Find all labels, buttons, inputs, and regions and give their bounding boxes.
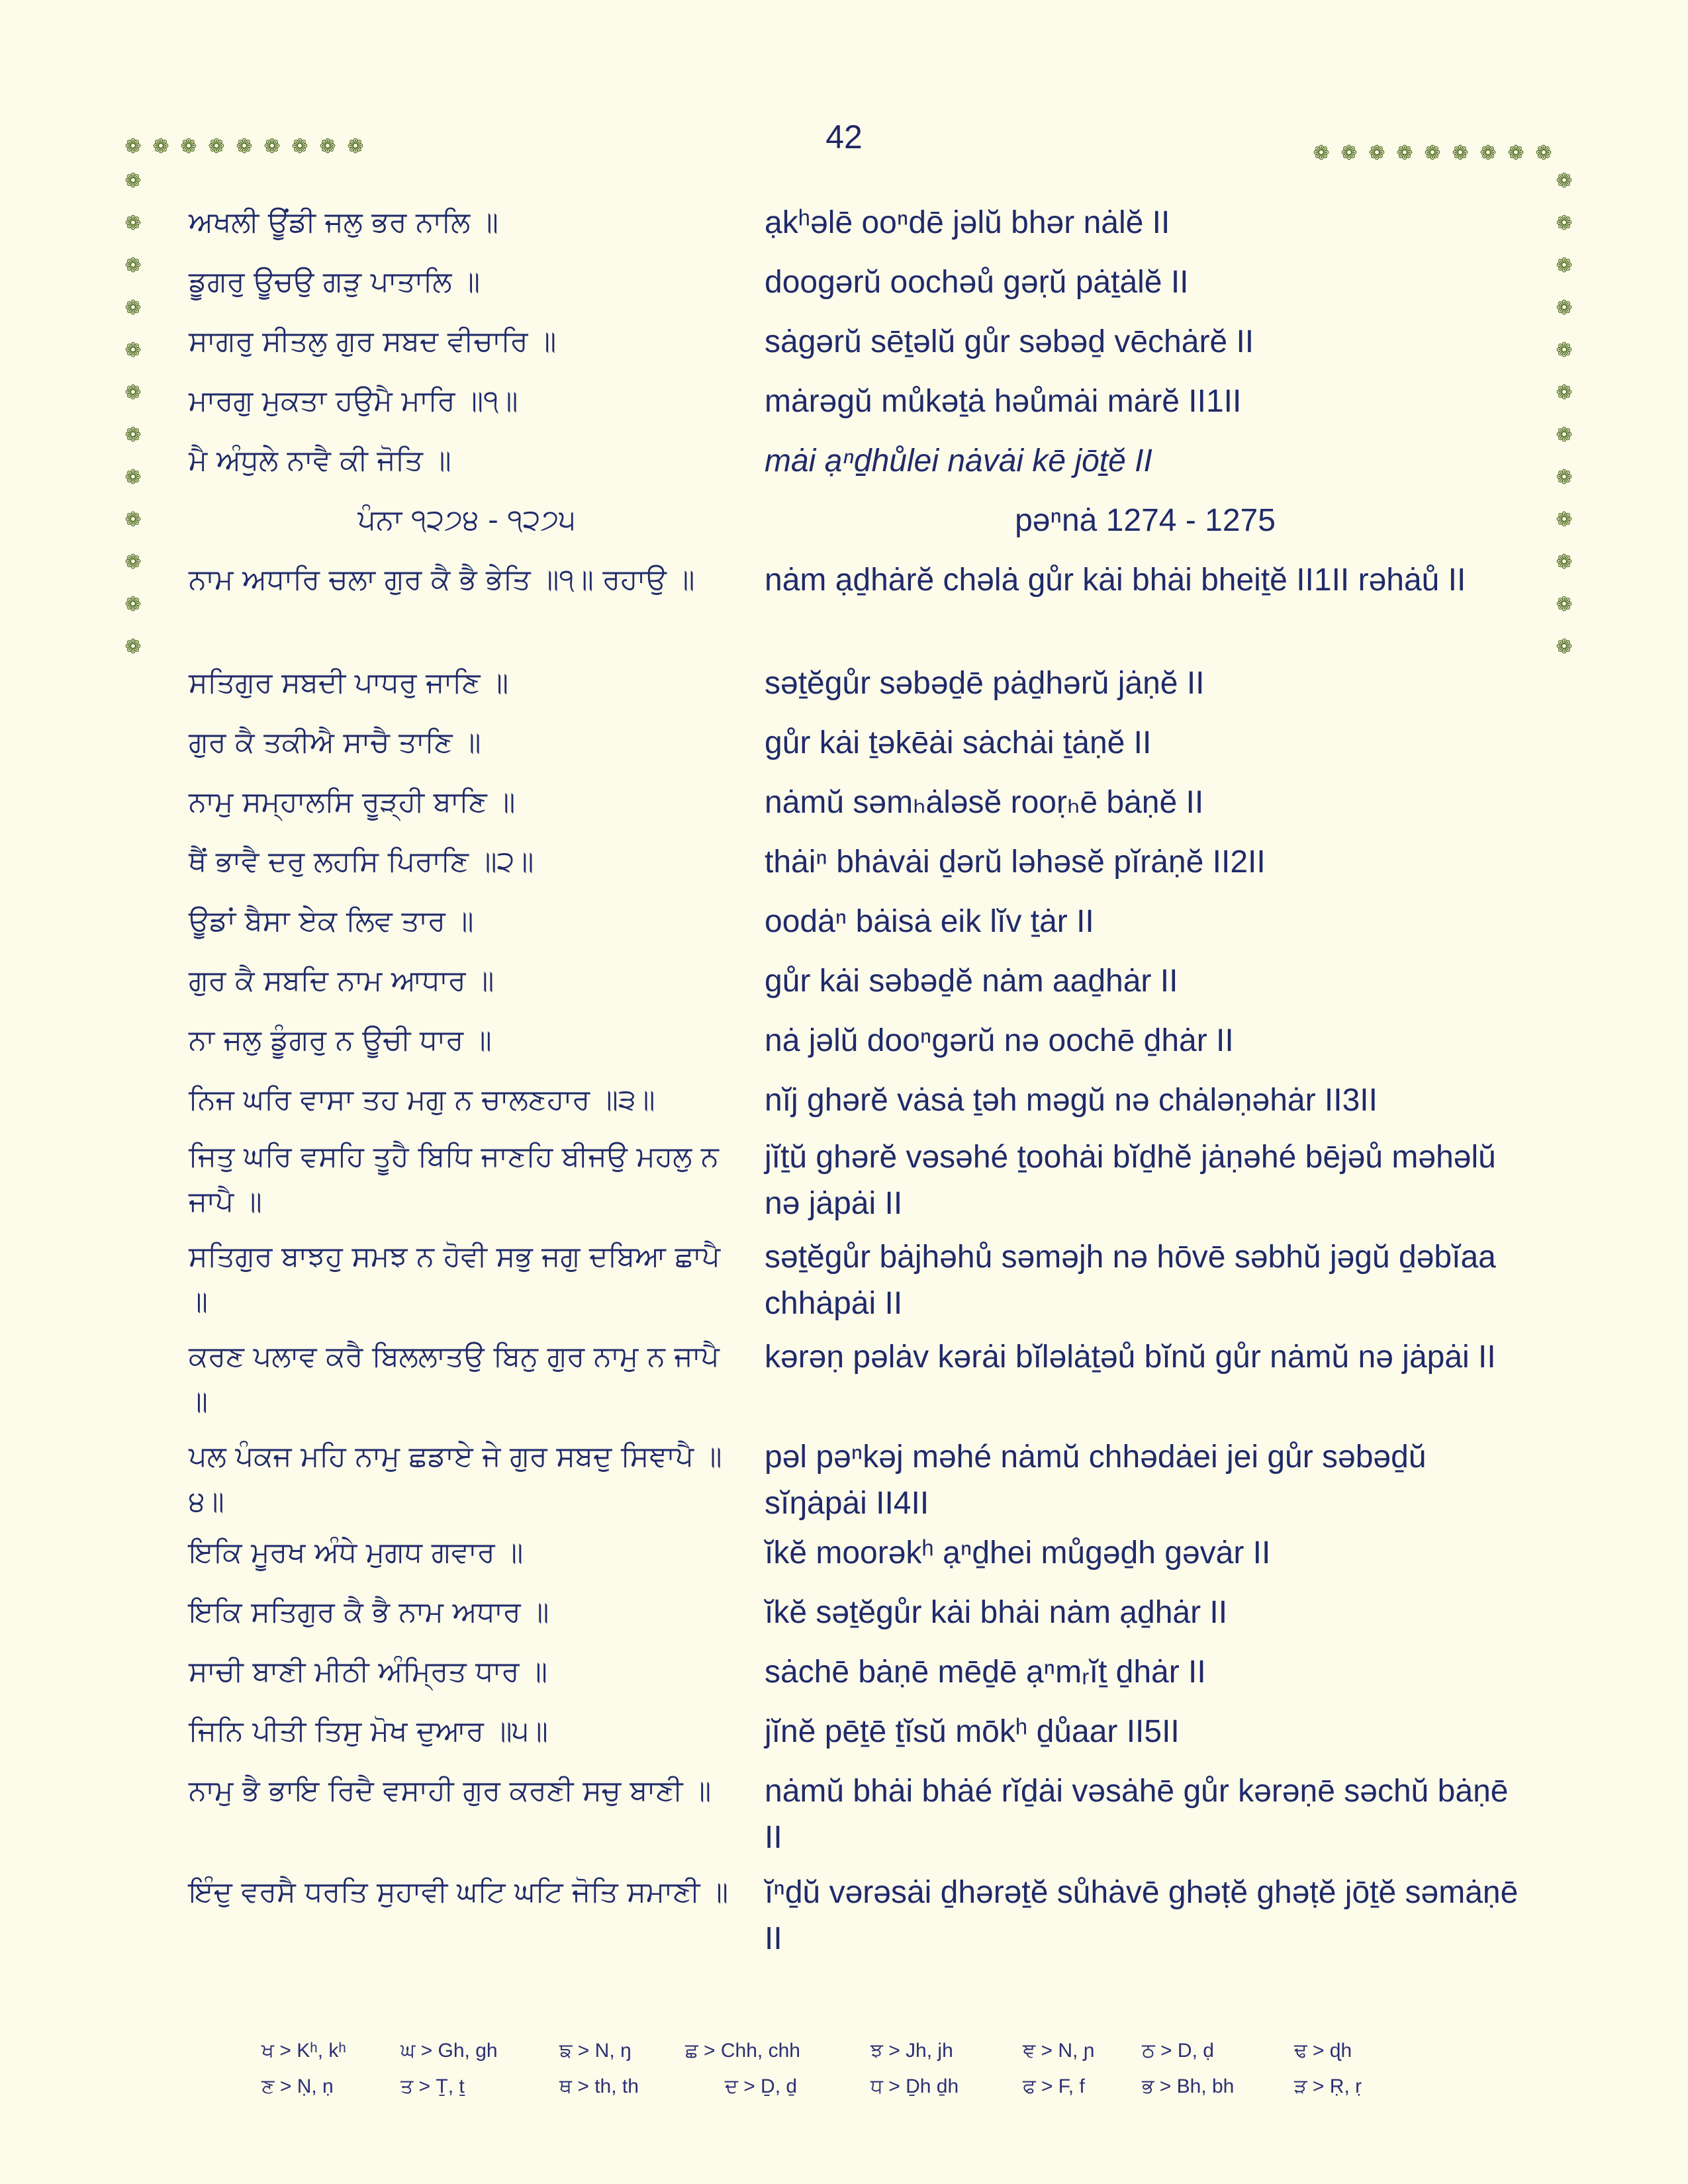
flower-ornament-icon: ❁ [1313,142,1330,165]
transliteration-text: thȧiⁿ bhȧvȧi ḏərŭ ləhəsĕ pĭrȧṇĕ II2II [765,844,1266,880]
transliteration-text: nȧmŭ səmₕȧləsĕ rooṛₕē bȧṇĕ II [765,785,1204,820]
flower-ornament-icon: ❁ [1556,296,1573,320]
flower-ornament-icon: ❁ [124,593,142,616]
transliteration-page-reference: pəⁿnȧ 1274 - 1275 [1015,503,1276,538]
flower-ornament-icon: ❁ [1556,212,1573,235]
transliteration-text: jĭṯŭ ghərĕ vəsəhé ṯoohȧi bĭḏhĕ jȧṇəhé bējəů məhəlŭ nə jȧpȧi II [765,1140,1496,1221]
transliteration-text: doogərŭ oochəů gəṛŭ pȧṯȧlĕ II [765,265,1189,300]
gurmukhi-text: ਊਡਾਂ ਬੈਸਾ ਏਕ ਲਿਵ ਤਾਰ ॥ [189,905,474,938]
legend-entry: ਦ > Ḏ, ḏ [725,2075,798,2097]
flower-ornament-icon: ❁ [263,135,281,158]
legend-entry: ਫ > F, f [1023,2075,1085,2097]
gurmukhi-text: ਮੈ ਅੰਧੁਲੇ ਨਾਵੈ ਕੀ ਜੋਤਿ ॥ [189,444,451,477]
gurmukhi-text: ਸਾਗਰੁ ਸੀਤਲੁ ਗੁਰ ਸਬਦ ਵੀਚਾਰਿ ॥ [189,325,557,358]
gurmukhi-text: ਥੈਂ ਭਾਵੈ ਦਰੁ ਲਹਸਿ ਪਿਰਾਣਿ ॥੨॥ [189,845,534,878]
gurmukhi-text: ਗੁਰ ਕੈ ਸਬਦਿ ਨਾਮ ਆਧਾਰ ॥ [189,964,494,997]
legend-entry: ਘ > Gh, gh [400,2040,498,2062]
flower-ornament-icon: ❁ [124,212,142,235]
legend-entry: ਖ > Kʰ, kʰ [261,2040,346,2062]
transliteration-text: oodȧⁿ bȧisȧ eik lĭv ṯȧr II [765,904,1094,939]
transliteration-text: mȧi ạⁿḏhůlei nȧvȧi kē jōṯĕ II [765,443,1152,478]
transliteration-text: mȧrəgŭ můkəṯȧ həůmȧi mȧrĕ II1II [765,384,1242,419]
gurmukhi-text: ਜਿਤੁ ਘਰਿ ਵਸਹਿ ਤੂਹੈ ਬਿਧਿ ਜਾਣਹਿ ਬੀਜਉ ਮਹਲੁ ਨ ਜਾਪੈ ॥ [189,1140,719,1218]
flower-ornament-icon: ❁ [291,135,308,158]
gurmukhi-text: ਇਕਿ ਮੂਰਖ ਅੰਧੇ ਮੁਗਧ ਗਵਾਰ ॥ [189,1536,524,1569]
gurmukhi-text: ਕਰਣ ਪਲਾਵ ਕਰੈ ਬਿਲਲਾਤਉ ਬਿਨੁ ਗੁਰ ਨਾਮੁ ਨ ਜਾਪੈ ॥ [189,1340,720,1418]
flower-ornament-icon: ❁ [1368,142,1385,165]
gurmukhi-text: ਨਾਮੁ ਭੈ ਭਾਇ ਰਿਦੈ ਵਸਾਹੀ ਗੁਰ ਕਰਣੀ ਸਚੁ ਬਾਣੀ ॥ [189,1774,712,1807]
transliteration-text: nĭj ghərĕ vȧsȧ ṯəh məgŭ nə chȧləṇəhȧr II3II [765,1083,1378,1118]
flower-ornament-icon: ❁ [208,135,225,158]
gurmukhi-text: ਗੁਰ ਕੈ ਤਕੀਐ ਸਾਚੈ ਤਾਣਿ ॥ [189,726,481,759]
legend-entry: ਥ > th, th [559,2075,639,2097]
page-number: 42 [825,118,863,156]
flower-ornament-icon: ❁ [1340,142,1358,165]
transliteration-text: sȧchē bȧṇē mēḏē ạⁿmᵣĭṯ ḏhȧr II [765,1655,1206,1690]
transliteration-text: ĭkĕ səṯĕgůr kȧi bhȧi nȧm ạḏhȧr II [765,1595,1228,1630]
transliteration-text: nȧ jəlŭ dooⁿgərŭ nə oochē ḏhȧr II [765,1023,1234,1058]
legend-entry: ਛ > Chh, chh [685,2040,800,2062]
legend-entry: ਤ > Ṯ, ṯ [400,2075,465,2097]
transliteration-text: səṯĕgůr səbəḏē pȧḏhərŭ jȧṇĕ II [765,666,1205,701]
transliteration-text: ĭkĕ moorəkʰ ạⁿḏhei můgəḏh gəvȧr II [765,1535,1271,1570]
transliteration-text: nȧmŭ bhȧi bhȧé rĭḏȧi vəsȧhē gůr kərəṇē səchŭ bȧṇē II [765,1774,1509,1855]
flower-ornament-icon: ❁ [1556,466,1573,489]
transliteration-text: gůr kȧi səbəḏĕ nȧm aaḏhȧr II [765,964,1178,999]
flower-ornament-icon: ❁ [124,424,142,447]
flower-ornament-icon: ❁ [1507,142,1524,165]
transliteration-text: kərəṇ pəlȧv kərȧi bĭləlȧṯəů bĭnŭ gůr nȧmŭ nə jȧpȧi II [765,1340,1496,1375]
gurmukhi-text: ਨਿਜ ਘਰਿ ਵਾਸਾ ਤਹ ਮਗੁ ਨ ਚਾਲਣਹਾਰ ॥੩॥ [189,1083,655,1116]
gurmukhi-text: ਪਲ ਪੰਕਜ ਮਹਿ ਨਾਮੁ ਛਡਾਏ ਜੇ ਗੁਰ ਸਬਦੁ ਸਿਞਾਪੈ ॥੪॥ [189,1440,722,1518]
gurmukhi-text: ਸਤਿਗੁਰ ਬਾਝਹੁ ਸਮਝ ਨ ਹੋਵੀ ਸਭੁ ਜਗੁ ਦਬਿਆ ਛਾਪੈ ॥ [189,1240,720,1318]
flower-ornament-icon: ❁ [124,254,142,277]
transliteration-text: ạkʰəlē ooⁿdē jəlŭ bhər nȧlĕ II [765,205,1170,240]
flower-ornament-icon: ❁ [124,339,142,362]
legend-entry: ਢ > ɖh [1294,2040,1352,2062]
transliteration-text: ĭⁿḏŭ vərəsȧi ḏhərəṯĕ sůhȧvē ghəṭĕ ghəṭĕ jōṯĕ səmȧṇē II [765,1875,1519,1956]
legend-entry: ਙ > N, ŋ [559,2040,632,2062]
gurmukhi-text: ਡੂਗਰੁ ਊਚਉ ਗੜੁ ਪਾਤਾਲਿ ॥ [189,265,481,298]
transliteration-text: sȧgərŭ sēṯəlŭ gůr səbəḏ vēchȧrĕ II [765,324,1254,359]
flower-ornament-icon: ❁ [124,381,142,404]
flower-ornament-icon: ❁ [124,551,142,574]
flower-ornament-icon: ❁ [1535,142,1552,165]
legend-entry: ਧ > Ḏh ḏh [870,2075,959,2097]
legend-entry: ਝ > Jh, jh [870,2040,953,2062]
gurmukhi-text: ਇਕਿ ਸਤਿਗੁਰ ਕੈ ਭੈ ਨਾਮ ਅਧਾਰ ॥ [189,1596,549,1629]
flower-ornament-icon: ❁ [124,635,142,659]
flower-ornament-icon: ❁ [1556,424,1573,447]
gurmukhi-text: ਇੰਦੁ ਵਰਸੈ ਧਰਤਿ ਸੁਹਾਵੀ ਘਟਿ ਘਟਿ ਜੋਤਿ ਸਮਾਣੀ ॥ [189,1876,729,1909]
flower-ornament-icon: ❁ [124,466,142,489]
legend-entry: ਠ > D, ḍ [1142,2040,1214,2062]
flower-ornament-icon: ❁ [1556,551,1573,574]
flower-ornament-icon: ❁ [1556,635,1573,659]
legend-entry: ਣ > Ṇ, ṇ [261,2075,334,2097]
flower-ornament-icon: ❁ [180,135,197,158]
gurmukhi-text: ਨਾਮ ਅਧਾਰਿ ਚਲਾ ਗੁਰ ਕੈ ਭੈ ਭੇਤਿ ॥੧॥ ਰਹਾਉ ॥ [189,563,695,596]
gurmukhi-text: ਜਿਨਿ ਪੀਤੀ ਤਿਸੁ ਮੋਖ ਦੁਆਰ ॥੫॥ [189,1715,548,1748]
flower-ornament-icon: ❁ [236,135,253,158]
gurmukhi-text: ਸਤਿਗੁਰ ਸਬਦੀ ਪਾਧਰੁ ਜਾਣਿ ॥ [189,666,509,700]
flower-ornament-icon: ❁ [124,508,142,531]
transliteration-text: pəl pəⁿkəj məhé nȧmŭ chhədȧei jei gůr səbəḏŭ sĭŋȧpȧi II4II [765,1439,1427,1521]
flower-ornament-icon: ❁ [124,296,142,320]
flower-ornament-icon: ❁ [1479,142,1497,165]
flower-ornament-icon: ❁ [1556,254,1573,277]
gurmukhi-text: ਮਾਰਗੁ ਮੁਕਤਾ ਹਉਮੈ ਮਾਰਿ ॥੧॥ [189,385,518,418]
gurmukhi-text: ਨਾ ਜਲੁ ਡੂੰਗਰੁ ਨ ਊਚੀ ਧਾਰ ॥ [189,1024,492,1057]
flower-ornament-icon: ❁ [1396,142,1413,165]
transliteration-text: nȧm ạḏhȧrĕ chəlȧ gůr kȧi bhȧi bheiṯĕ II1II rəhȧů II [765,563,1466,598]
transliteration-text: səṯĕgůr bȧjhəhů səməjh nə hōvē səbhŭ jəgŭ ḏəbĭaa chhȧpȧi II [765,1240,1496,1321]
flower-ornament-icon: ❁ [1556,339,1573,362]
flower-ornament-icon: ❁ [1424,142,1441,165]
flower-ornament-icon: ❁ [1556,381,1573,404]
transliteration-text: jĭnĕ pēṯē ṯĭsŭ mōkʰ ḏůaar II5II [765,1714,1180,1749]
flower-ornament-icon: ❁ [1452,142,1469,165]
transliteration-text: gůr kȧi ṯəkēȧi sȧchȧi ṯȧṇĕ II [765,725,1152,760]
gurmukhi-text: ਅਖਲੀ ਊਂਡੀ ਜਲੁ ਭਰ ਨਾਲਿ ॥ [189,206,498,239]
flower-ornament-icon: ❁ [319,135,336,158]
gurmukhi-text: ਸਾਚੀ ਬਾਣੀ ਮੀਠੀ ਅੰਮ੍ਰਿਤ ਧਾਰ ॥ [189,1655,548,1688]
flower-ornament-icon: ❁ [1556,593,1573,616]
legend-entry: ਭ > Bh, bh [1142,2075,1235,2097]
flower-ornament-icon: ❁ [124,135,142,158]
flower-ornament-icon: ❁ [347,135,364,158]
flower-ornament-icon: ❁ [152,135,169,158]
flower-ornament-icon: ❁ [1556,169,1573,193]
flower-ornament-icon: ❁ [1556,508,1573,531]
gurmukhi-page-reference: ਪੰਨਾ ੧੨੭੪ - ੧੨੭੫ [357,504,576,537]
legend-entry: ੜ > Ṛ, ṛ [1294,2075,1362,2097]
gurmukhi-text: ਨਾਮੁ ਸਮ੍ਹਾਲਸਿ ਰੂੜ੍ਹੀ ਬਾਣਿ ॥ [189,786,516,819]
flower-ornament-icon: ❁ [124,169,142,193]
legend-entry: ਞ > N, ɲ [1023,2040,1095,2062]
